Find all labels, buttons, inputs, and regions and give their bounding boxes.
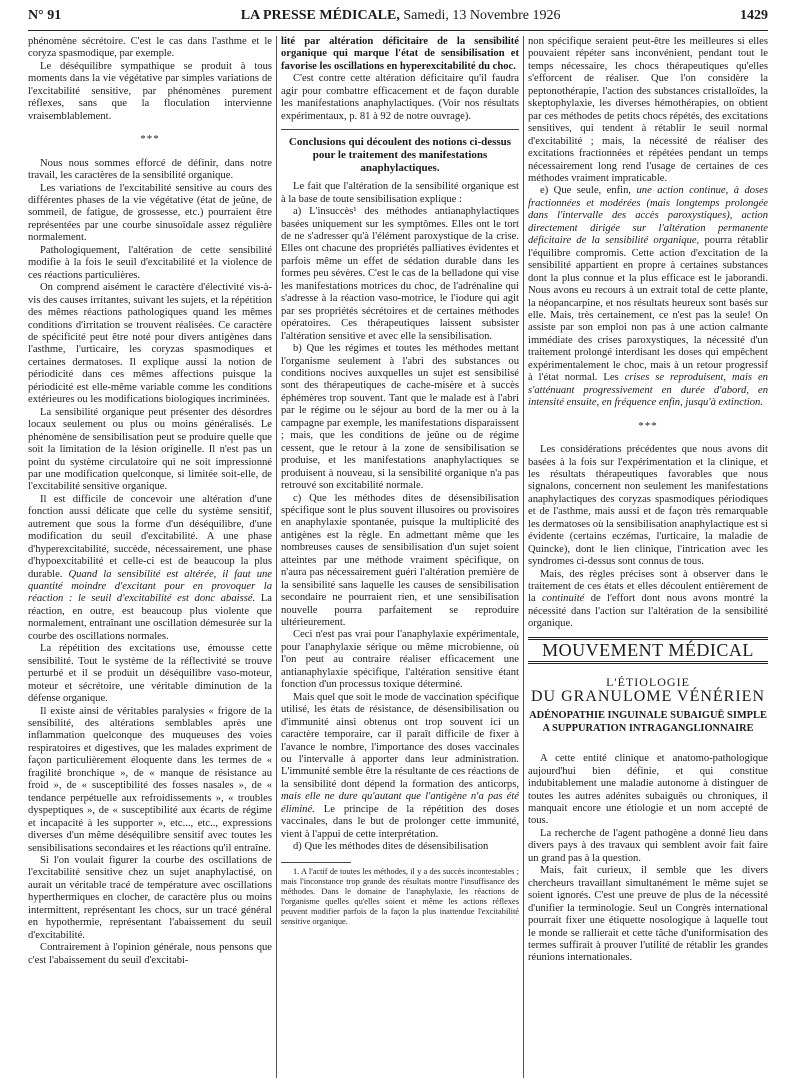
subtitle-line: ADÉNOPATHIE INGUINALE SUBAIGUË SIMPLE <box>529 710 767 722</box>
paragraph: On comprend aisément le caractère d'électivité vis-à-vis des causes irritantes, suivant les sujets, et la répétition des mêmes réactions pathologiques quand les mêmes conditions d'irritation se trouvent réalisées. Ce caractère de spécificité peut être noté pour divers antigènes dans l'asthme, l'urticaire, les coryzas spasmodiques et certaines dermatoses. Il explique aussi la notion de périodicité dans ces mêmes affections puisque la périodicité est elle-même variable comme les conditions extérieures ou les modifications biologiques incriminées. <box>28 282 272 406</box>
text-run: Il est difficile de concevoir une altération d'une fonction aussi délicate que celle du système sensitif, autrement que sous la forme d'un déséquilibre, d'une modification du seuil d'excitabilité. A une phase d'hyperexcitabilité, succède, nécessairement, une phase d'hypoexcitabilité et celle-ci est de beaucoup la plus durable. <box>28 493 272 580</box>
section-banner: MOUVEMENT MÉDICAL <box>528 637 768 664</box>
footnote-rule <box>281 862 351 863</box>
paragraph: non spécifique seraient peut-être les meilleures si elles pouvaient répéter sans inconvénient, pendant tout le temps nécessaire, les chocs thérapeutiques qu'elles s'efforcent de réaliser. Que l'on considère la peptonothérapie, l'action des substances cristalloïdes, la skeptophylaxie, les diverses hémothérapies, on obtient par ces méthodes de petits chocs répétés, des excitations sensitives, qui tendent à rétablir le seuil normal d'excitabilité ; mais, la nécessité de réaliser des excitations fractionnées et répétées pendant un temps nécessairement long rend l'usage de certaines de ces méthodes vraiment impraticable. <box>528 36 768 184</box>
text-run: Mais quel que soit le mode de vaccination spécifique utilisé, les états de résistance, de désensibilisation ou d'immunité ainsi obtenus ont trop souvent ici un caractère temporaire, car il paraît difficile de fixer à l'avance le nombre, l'importance des doses vaccinales ou l'intervalle à apporter dans leur administration. L'immunité semble être la résultante de ces réactions de la sensibilité dont dépend la formation des anticorps, <box>281 691 519 790</box>
emphasis: une action continue, à doses fractionnées et modérées (mais longtemps prolongée dans l'intervalle des accès paroxystiques), action directement dirigée sur l'altération permanente déficitaire de la sensibilité organique, <box>528 185 768 247</box>
paragraph: C'est contre cette altération déficitaire qu'il faudra agir pour combattre efficacement et de façon durable les manifestations anaphylactiques. (Voir nos résultats expérimentaux, p. 81 à 92 de notre ouvrage). <box>281 73 519 122</box>
paragraph: d) Que les méthodes dites de désensibilisation <box>293 841 489 853</box>
paragraph: Les considérations précédentes que nous avons dit basées à la fois sur l'expérimentation et la clinique, et les résultats thérapeutiques favorables que nous signalons, concernent non seulement les manifestations anaphylactiques des coryzas spasmodiques périodiques et de l'asthme, mais aussi et de façon très remarquable les dermatoses où la sensibilisation anaphylactique est si évidente (certains eczémas, l'urticaire, la maladie de Quincke), dont le lien clinique, l'intrication avec les syndromes ci-dessus sont connus de tous. <box>528 444 768 568</box>
paragraph <box>528 185 768 409</box>
paragraph: La recherche de l'agent pathogène a donné lieu dans divers pays à des travaux qui semblent avoir fait faire un grand pas à la question. <box>528 827 768 864</box>
paragraph: a) L'insuccès¹ des méthodes antianaphylactiques basées uniquement sur les symptômes. Elles ont le tort de ne s'adresser qu'à l'élément paroxystique de la crise. Elles ont chacune des propriétés palliatives évidentes et parfois même un effet de sédation durable dans les formes peu sévères. C'est le cas de la belladone qui vise les manifestations motrices du choc, de l'adrénaline qui s'adresse à la réaction vaso-motrice, le l'iodure qui agit par ses propriétés sécrétoires et de certaines méthodes opératoires. Ces thérapeutiques laissent subsister l'altération sensitive et avec elle la sensibilisation. <box>281 206 519 342</box>
section-heading: Conclusions qui découlent des notions ci-dessus pour le traitement des manifestations anaphylactiques. <box>288 136 512 175</box>
emphasis: mais elle ne dure qu'autant que l'antigène n'a pas été éliminé. <box>281 791 519 815</box>
paragraph: Contrairement à l'opinion générale, nous pensons que c'est l'abaissement du seuil d'excitabi- <box>28 942 272 966</box>
footnote: 1. A l'actif de toutes les méthodes, il y a des succès incontestables ; mais l'inconstance trop grande des résultats montre l'insuffisance des méthodes. Dans le domaine de l'anaphylaxie, les réactions de l'organisme quelles qu'elles soient et même les actions réflexes peuvent modifier parfois de la façon la plus inattendue l'excitabilité sensitive organique. <box>281 866 519 926</box>
paragraph: Si l'on voulait figurer la courbe des oscillations de l'excitabilité sensitive chez un sujet anaphylactisé, on aurait un véritable tracé de température avec oscillations hyperthermiques en clocher, de caractère plus ou moins intermittent, représentant les chocs, sur un tracé général en hypothermie, représentant l'abaissement du seuil d'excitabilité. <box>28 855 272 941</box>
section-rule <box>281 129 519 130</box>
paragraph: A cette entité clinique et anatomo-pathologique aujourd'hui bien définie, et qui constitue indubitablement une maladie autonome à distinguer de toutes les autres adénites subaiguës ou chroniques, il manquait encore une étiologie et un nom accepté de tous. <box>528 753 768 827</box>
paragraph: lité par altération déficitaire de la sensibilité organique qui marque l'état de sensibilisation et favorise les oscillations en hyperexcitabilité du choc. <box>281 36 519 72</box>
text-run: La réaction, en outre, est beaucoup plus violente que normalement, entraînant une oscillation démesurée sur la courbe des oscillations normales. <box>28 593 272 642</box>
journal-title: LA PRESSE MÉDICALE, <box>240 8 400 23</box>
column-3 <box>528 36 768 1080</box>
page-number: 1429 <box>740 8 768 23</box>
column-divider-2 <box>523 36 524 1078</box>
asterism: *** <box>638 419 658 432</box>
header-rule <box>28 30 768 31</box>
text-run: pourra rétablir l'équilibre compromis. Cette action d'excitation de la sensibilité appartient en propre à certaines substances dont la plus connue et la plus efficace est le jaborandi. Nous avons eu recours à un extrait total de cette plante, la néopancarpine, et nos résultats heureux sont basés sur elle. Mais, très certainement, ce n'est pas la seule! On assiste par son emploi non pas à une action calmante immédiate des crises paroxystiques, la nécessité d'un traitement prolongé interdisant les doses qui empêchent expérimentalement le choc, mais à un retour progressif à l'état normal. Les <box>528 235 768 384</box>
paragraph: Le déséquilibre sympathique se produit à tous moments dans la vie végétative par simples variations de l'excitabilité sensitive, par phénomènes purement réflexes, sans que la floculation intervienne vraisemblablement. <box>28 60 272 122</box>
paragraph: b) Que les régimes et toutes les méthodes mettant l'organisme seulement à l'abri des substances ou conditions nocives auxquelles un sujet est sensibilisé sont des thérapeutiques de cache-misère et à succès éphémères trop souvent. Tant que le malade est à l'abri par le régime ou le séjour au bord de la mer ou à la campagne par exemple, les manifestations disparaissent ; mais, que les conditions de jeûne ou de régime cessent, que le retour à la zone de sensibilisation se produise, et les manifestations anaphylactiques se produisent à nouveau, si la sensibilité organique n'a pas retrouvé son excitabilité normale. <box>281 343 519 492</box>
asterism: *** <box>140 133 160 146</box>
paragraph: La répétition des excitations use, émousse cette sensibilité. Tout le système de la réflectivité se trouve perturbé et il se produit un déséquilibre vaso-moteur, moteur et sécrétoire, une véritable diminution de la défense organique. <box>28 643 272 705</box>
paragraph: phénomène sécrétoire. C'est le cas dans l'asthme et le coryza spasmodique, par exemple. <box>28 36 272 60</box>
emphasis: continuité <box>541 593 585 605</box>
subtitle-line: A SUPPURATION INTRAGANGLIONNAIRE <box>542 723 754 735</box>
paragraph: Le fait que l'altération de la sensibilité organique est à la base de toute sensibilisation explique : <box>281 181 519 205</box>
emphasis: crises se reproduisent, mais en s'atténuant progressivement en durée d'abord, en intensité ensuite, en fréquence enfin, jusqu'à extinction. <box>528 372 768 409</box>
text-run: e) Que seule, enfin, <box>540 185 632 197</box>
column-2 <box>281 36 519 1080</box>
paragraph <box>528 569 768 631</box>
article-kicker: L'ÉTIOLOGIE <box>606 675 690 690</box>
column-1 <box>28 36 272 1080</box>
paragraph: Ceci n'est pas vrai pour l'anaphylaxie expérimentale, pour l'anaphylaxie sérique ou même microbienne, où l'on peut au contraire réaliser efficacement une antianaphylaxie spécifique, l'altération sensitive étant fonction d'un processus toxique déterminé. <box>281 629 519 691</box>
paragraph <box>281 692 519 841</box>
paragraph: c) Que les méthodes dites de désensibilisation spécifique sont le plus souvent illusoires ou provisoires en anaphylaxie spontanée, puisque la multiplicité des antigènes est la règle. En admettant même que les nombreuses causes de sensibilisation d'un sujet soient atteintes par une méthode vraiment spécifique, on n'aura pas nécessairement guéri l'altération première de la sensibilité sans laquelle les causes de sensibilisation secondaire ne pourraient rien, et une sensibilisation nouvelle pourra parfaitement se reproduire ultérieurement. <box>281 492 519 629</box>
paragraph: Pathologiquement, l'altération de cette sensibilité modifie à la fois le seuil d'excitabilité et la violence de ces réactions particulières. <box>28 244 272 281</box>
paragraph <box>28 494 272 643</box>
article-title: DU GRANULOME VÉNÉRIEN <box>530 687 766 705</box>
emphasis: Quand la sensibilité est altérée, il faut une quantité moindre d'excitant pour en provoquer la réaction : le seuil d'excitabilité est donc abaissé. <box>28 568 272 605</box>
issue-number: N° 91 <box>28 8 62 23</box>
issue-date: Samedi, 13 Novembre 1926 <box>403 8 561 23</box>
paragraph: Les variations de l'excitabilité sensitive au cours des différentes phases de la vie végétative (état de jeûne, de sommeil, de fatigue, de grossesse, etc.) pourraient être représentées par une courbe sinusoïdale assez régulière normalement. <box>28 182 272 244</box>
article-subtitle <box>528 709 768 735</box>
masthead <box>61 8 740 24</box>
paragraph: Il existe ainsi de véritables paralysies « frigore de la sensibilité, des altérations semblables après une inflammation quelconque des muqueuses des voies respiratoires et digestives, que les malades expriment de façon particulièrement éloquente dans les termes de « fragilité bronchique », de « manque de résistance au froid », de « susceptibilité des fosses nasales », de « tendance perpétuelle aux refroidissements », « troubles dyspeptiques », de « susceptibilité aux écarts de régime et incapacité à les supporter », etc..., etc.., expressions diverses d'un même déséquilibre sensitif avec toutes les sensibilisations secondaires et les réactions qu'il entraîne. <box>28 705 272 854</box>
paragraph: Nous nous sommes efforcé de définir, dans notre travail, les caractères de la sensibilité organique. <box>28 157 272 182</box>
text-run: Mais, des règles précises sont à observer dans le traitement de ces états et elles découlent entièrement de la <box>528 568 768 605</box>
text-run: de l'effort dont nous avons montré la nécessité dans l'action sur l'altération de la sensibilité organique. <box>528 593 768 630</box>
paragraph: Mais, fait curieux, il semble que les divers chercheurs travaillant simultanément le même sujet se soient ignorés. C'est une preuve de plus de la nécessité d'unifier la terminologie. Seul un Congrès international pourrait fixer une étiquette nosologique à laquelle tout le monde se rallierait et cette tâche d'uniformisation des termes suffirait à prouver l'utilité de rétablir les grandes réunions internationales. <box>528 865 768 964</box>
paragraph: La sensibilité organique peut présenter des désordres locaux seulement ou plus ou moins généralisés. Le phénomène de sensibilisation peut se produire quelle que soit la limitation de la lésion originelle. Il n'est pas un point du système circulatoire qui ne soit impressionné par une modification quelconque, si limitée soit-elle, de l'excitabilité sensitive organique. <box>28 406 272 493</box>
text-run: Le principe de la répétition des doses vaccinales, dans le but de prolonger cette immunité, vient à l'appui de cette interprétation. <box>281 803 519 840</box>
page-header <box>28 4 768 28</box>
column-divider-1 <box>276 36 277 1078</box>
